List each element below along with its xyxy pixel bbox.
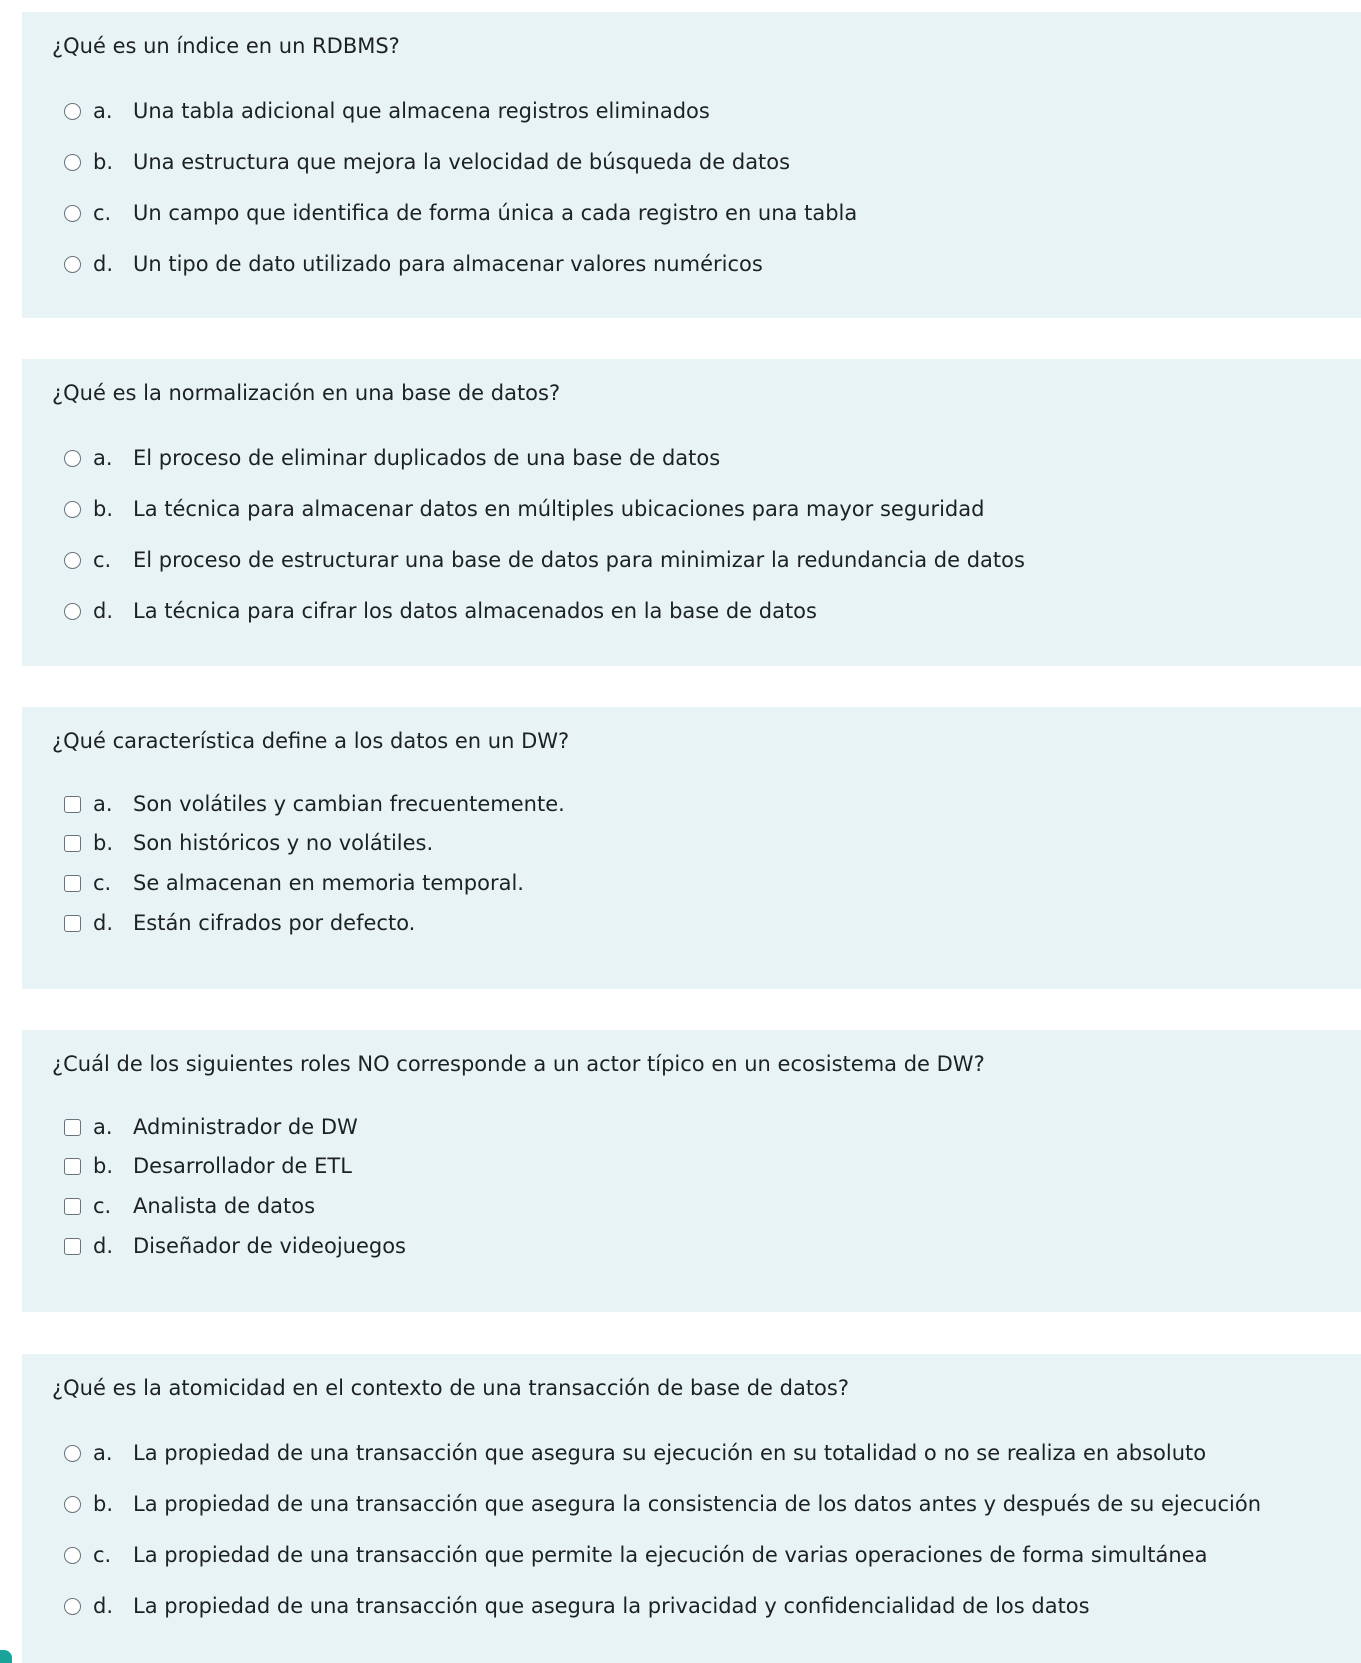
question-card (22, 1030, 1361, 1312)
option-letter: c. (93, 201, 112, 225)
option-text: Analista de datos (133, 1194, 316, 1218)
radio-button[interactable] (64, 1445, 81, 1462)
option-letter: d. (93, 1234, 114, 1258)
checkbox[interactable] (64, 1238, 81, 1255)
option-letter: a. (93, 1115, 113, 1139)
option-text: Una tabla adicional que almacena registros eliminados (133, 99, 710, 123)
question-text: ¿Qué es un índice en un RDBMS? (52, 34, 400, 58)
answer-option[interactable] (64, 545, 1025, 575)
radio-button[interactable] (64, 256, 81, 273)
answer-option[interactable] (64, 147, 790, 177)
answer-option[interactable] (64, 1591, 1090, 1621)
checkbox[interactable] (64, 1158, 81, 1175)
option-letter: a. (93, 792, 113, 816)
option-letter: b. (93, 1154, 114, 1178)
option-letter: b. (93, 1492, 114, 1516)
answer-option[interactable] (64, 249, 763, 279)
question-card (22, 12, 1361, 318)
option-text: Se almacenan en memoria temporal. (133, 871, 524, 895)
option-letter: d. (93, 252, 114, 276)
question-text: ¿Cuál de los siguientes roles NO corresponde a un actor típico en un ecosistema de DW? (52, 1052, 985, 1076)
checkbox[interactable] (64, 1198, 81, 1215)
option-text: Una estructura que mejora la velocidad de búsqueda de datos (133, 150, 791, 174)
radio-button[interactable] (64, 552, 81, 569)
radio-button[interactable] (64, 103, 81, 120)
question-text: ¿Qué es la atomicidad en el contexto de una transacción de base de datos? (52, 1376, 849, 1400)
answer-option[interactable] (64, 198, 857, 228)
question-card (22, 1354, 1361, 1663)
checkbox[interactable] (64, 915, 81, 932)
option-letter: c. (93, 871, 112, 895)
answer-option[interactable] (64, 443, 720, 473)
option-text: La propiedad de una transacción que permite la ejecución de varias operaciones de forma simultánea (133, 1543, 1208, 1567)
option-text: El proceso de eliminar duplicados de una base de datos (133, 446, 721, 470)
checkbox[interactable] (64, 835, 81, 852)
radio-button[interactable] (64, 603, 81, 620)
option-text: Están cifrados por defecto. (133, 911, 416, 935)
option-text: Un campo que identifica de forma única a cada registro en una tabla (133, 201, 858, 225)
option-letter: d. (93, 599, 114, 623)
question-text: ¿Qué característica define a los datos en un DW? (52, 729, 570, 753)
checkbox[interactable] (64, 796, 81, 813)
option-letter: c. (93, 1194, 112, 1218)
radio-button[interactable] (64, 205, 81, 222)
option-letter: a. (93, 99, 113, 123)
option-text: La propiedad de una transacción que asegura la privacidad y confidencialidad de los datos (133, 1594, 1090, 1618)
checkbox[interactable] (64, 1119, 81, 1136)
question-text: ¿Qué es la normalización en una base de datos? (52, 381, 561, 405)
question-card (22, 359, 1361, 666)
option-text: Diseñador de videojuegos (133, 1234, 406, 1258)
answer-option[interactable] (64, 868, 524, 898)
option-text: Son históricos y no volátiles. (133, 831, 434, 855)
answer-option[interactable] (64, 96, 710, 126)
option-text: Son volátiles y cambian frecuentemente. (133, 792, 565, 816)
answer-option[interactable] (64, 1231, 406, 1261)
option-text: La técnica para cifrar los datos almacenados en la base de datos (133, 599, 817, 623)
radio-button[interactable] (64, 450, 81, 467)
radio-button[interactable] (64, 1496, 81, 1513)
question-card (22, 707, 1361, 989)
answer-option[interactable] (64, 494, 984, 524)
option-text: Un tipo de dato utilizado para almacenar valores numéricos (133, 252, 763, 276)
radio-button[interactable] (64, 154, 81, 171)
option-text: La propiedad de una transacción que asegura la consistencia de los datos antes y después de su ejecución (133, 1492, 1262, 1516)
option-letter: c. (93, 548, 112, 572)
answer-option[interactable] (64, 1191, 315, 1221)
answer-option[interactable] (64, 908, 415, 938)
answer-option[interactable] (64, 1489, 1261, 1519)
checkbox[interactable] (64, 875, 81, 892)
answer-option[interactable] (64, 1438, 1206, 1468)
answer-option[interactable] (64, 828, 433, 858)
radio-button[interactable] (64, 501, 81, 518)
answer-option[interactable] (64, 789, 565, 819)
option-text: La técnica para almacenar datos en múltiples ubicaciones para mayor seguridad (133, 497, 985, 521)
option-text: Administrador de DW (133, 1115, 358, 1139)
option-letter: d. (93, 1594, 114, 1618)
option-letter: b. (93, 497, 114, 521)
answer-option[interactable] (64, 596, 817, 626)
option-letter: a. (93, 446, 113, 470)
answer-option[interactable] (64, 1151, 352, 1181)
option-text: El proceso de estructurar una base de datos para minimizar la redundancia de datos (133, 548, 1025, 572)
radio-button[interactable] (64, 1598, 81, 1615)
option-letter: c. (93, 1543, 112, 1567)
option-letter: a. (93, 1441, 113, 1465)
option-letter: d. (93, 911, 114, 935)
answer-option[interactable] (64, 1112, 358, 1142)
option-text: La propiedad de una transacción que asegura su ejecución en su totalidad o no se realiza en absoluto (133, 1441, 1207, 1465)
option-letter: b. (93, 150, 114, 174)
radio-button[interactable] (64, 1547, 81, 1564)
help-chat-badge[interactable] (0, 1650, 12, 1663)
option-letter: b. (93, 831, 114, 855)
answer-option[interactable] (64, 1540, 1207, 1570)
option-text: Desarrollador de ETL (133, 1154, 352, 1178)
